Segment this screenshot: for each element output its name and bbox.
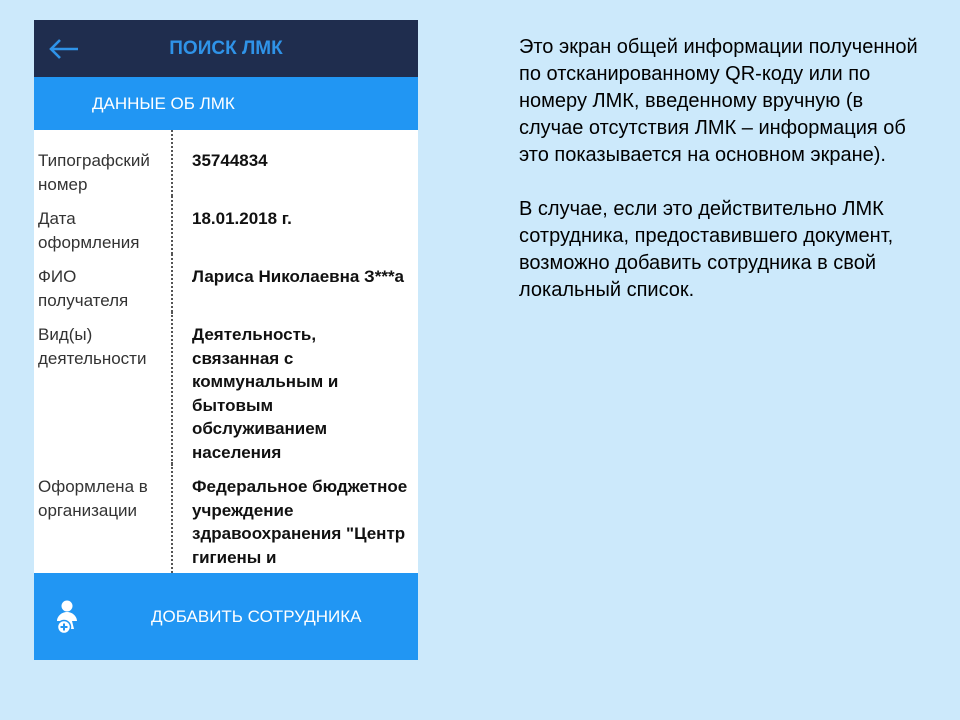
detail-row-issue-date: [34, 196, 418, 254]
description-panel: [519, 34, 929, 304]
detail-label: Типографский номер: [34, 130, 173, 196]
detail-row-typographic-number: [34, 130, 418, 196]
description-paragraph: В случае, если это действительно ЛМК сотрудника, предоставившего документ, возможно добавить сотрудника в свой локальный список.: [519, 198, 894, 301]
detail-label: ФИО получателя: [34, 254, 173, 312]
detail-value: Федеральное бюджетное учреждение здравоохранения "Центр гигиены и: [192, 477, 408, 567]
section-title: ДАННЫЕ ОБ ЛМК: [92, 94, 235, 113]
section-header: [34, 77, 418, 130]
page-title: ПОИСК ЛМК: [169, 38, 283, 59]
detail-label: Вид(ы) деятельности: [34, 312, 173, 464]
detail-value: 35744834: [192, 151, 268, 170]
detail-row-activity-types: [34, 312, 418, 464]
detail-value: Деятельность, связанная с коммунальным и бытовым обслуживанием населения: [192, 325, 339, 462]
details-list[interactable]: [34, 130, 418, 573]
detail-value: Лариса Николаевна З***а: [192, 267, 405, 286]
add-employee-button[interactable]: [34, 573, 418, 660]
phone-screen: [34, 20, 418, 660]
detail-row-recipient-name: [34, 254, 418, 312]
back-button[interactable]: [48, 34, 80, 64]
arrow-left-icon: [48, 34, 80, 64]
add-employee-label: ДОБАВИТЬ СОТРУДНИКА: [151, 607, 362, 626]
detail-value: 18.01.2018 г.: [192, 209, 292, 228]
detail-label: Дата оформления: [34, 196, 173, 254]
top-app-bar: [34, 20, 418, 77]
description-paragraph: Это экран общей информации полученной по отсканированному QR-коду или по номеру ЛМК, введенному вручную (в случае отсутствия ЛМК – информация об это показывается на основном экране).: [519, 36, 918, 166]
detail-label: Оформлена в организации: [34, 464, 173, 593]
add-person-icon: [52, 599, 82, 635]
